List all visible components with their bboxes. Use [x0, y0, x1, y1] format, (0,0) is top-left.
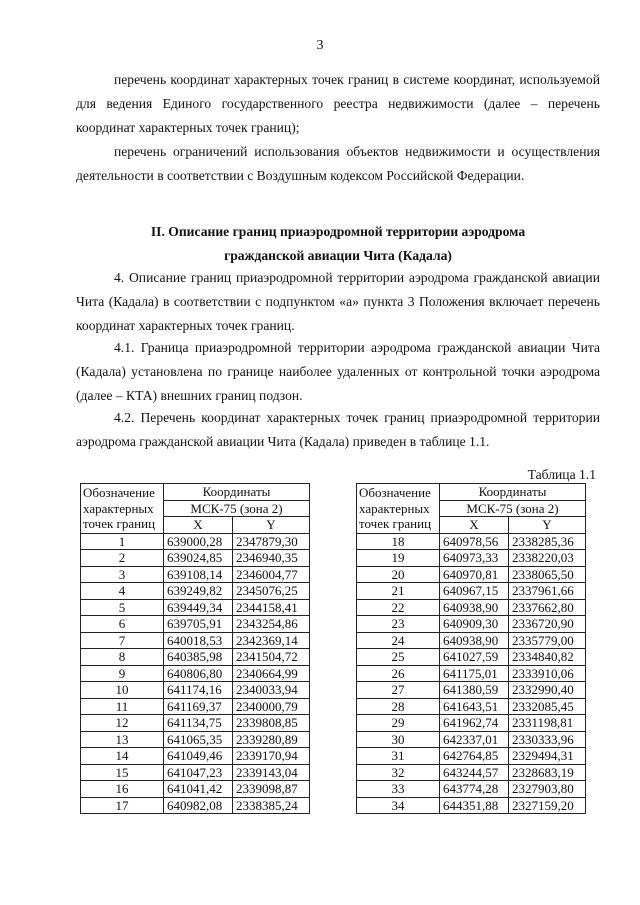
table-row	[81, 797, 310, 814]
table-row	[357, 599, 586, 616]
table-row	[357, 764, 586, 781]
coordinate-x-cell: 639449,34	[164, 599, 233, 616]
point-number-cell: 11	[81, 698, 164, 715]
table-row	[81, 748, 310, 765]
coordinate-x-cell: 641380,59	[440, 682, 509, 699]
table-row	[357, 566, 586, 583]
coordinate-x-cell: 639705,91	[164, 616, 233, 633]
section-heading-line2: гражданской авиации Чита (Кадала)	[224, 248, 452, 263]
coordinate-y-cell: 2344158,41	[233, 599, 310, 616]
point-number-cell: 9	[81, 665, 164, 682]
point-number-cell: 20	[357, 566, 440, 583]
coordinate-y-cell: 2338065,50	[509, 566, 586, 583]
point-number-cell: 15	[81, 764, 164, 781]
point-number-cell: 23	[357, 616, 440, 633]
point-number-cell: 31	[357, 748, 440, 765]
column-header-x: X	[440, 517, 509, 534]
point-number-cell: 4	[81, 583, 164, 600]
coordinate-x-cell: 641047,23	[164, 764, 233, 781]
point-number-cell: 21	[357, 583, 440, 600]
coordinate-x-cell: 639249,82	[164, 583, 233, 600]
point-number-cell: 2	[81, 550, 164, 567]
coordinate-x-cell: 641174,16	[164, 682, 233, 699]
coordinate-y-cell: 2327903,80	[509, 781, 586, 798]
table-row	[357, 583, 586, 600]
paragraph-4-2: 4.2. Перечень координат характерных точек границ приаэродромной территории аэродрома гражданской авиации Чита (Кадала) приведен в таблице 1.1.	[76, 410, 600, 449]
coordinate-x-cell: 643774,28	[440, 781, 509, 798]
point-number-cell: 13	[81, 731, 164, 748]
point-number-cell: 3	[81, 566, 164, 583]
table-row	[357, 649, 586, 666]
coordinate-x-cell: 640978,56	[440, 533, 509, 550]
coordinate-x-cell: 642764,85	[440, 748, 509, 765]
section-heading-line1: II. Описание границ приаэродромной территории аэродрома	[150, 224, 526, 239]
point-number-cell: 6	[81, 616, 164, 633]
column-header-y: Y	[233, 517, 310, 534]
coordinate-y-cell: 2332990,40	[509, 682, 586, 699]
coordinate-y-cell: 2328683,19	[509, 764, 586, 781]
coordinate-y-cell: 2333910,06	[509, 665, 586, 682]
table-row	[81, 698, 310, 715]
column-header-coordinate-system: МСК-75 (зона 2)	[440, 500, 586, 517]
coordinate-y-cell: 2345076,25	[233, 583, 310, 600]
coordinate-y-cell: 2338220,03	[509, 550, 586, 567]
coordinate-x-cell: 640909,30	[440, 616, 509, 633]
coordinate-x-cell: 640806,80	[164, 665, 233, 682]
point-number-cell: 25	[357, 649, 440, 666]
table-row	[81, 649, 310, 666]
coordinate-x-cell: 640970,81	[440, 566, 509, 583]
coordinate-y-cell: 2335779,00	[509, 632, 586, 649]
point-number-cell: 28	[357, 698, 440, 715]
table-row	[81, 731, 310, 748]
coordinate-x-cell: 640385,98	[164, 649, 233, 666]
coordinate-x-cell: 641962,74	[440, 715, 509, 732]
table-row	[81, 632, 310, 649]
coordinate-x-cell: 642337,01	[440, 731, 509, 748]
column-header-x: X	[164, 517, 233, 534]
coordinate-x-cell: 641643,51	[440, 698, 509, 715]
table-row	[81, 781, 310, 798]
coordinate-x-cell: 641065,35	[164, 731, 233, 748]
table-row	[81, 583, 310, 600]
coordinate-x-cell: 639024,85	[164, 550, 233, 567]
column-header-point-label: Обозначение характерных точек границ	[357, 484, 440, 534]
table-row	[357, 797, 586, 814]
coordinate-y-cell: 2337662,80	[509, 599, 586, 616]
coordinate-x-cell: 640938,90	[440, 599, 509, 616]
coordinate-x-cell: 643244,57	[440, 764, 509, 781]
table-row	[357, 616, 586, 633]
point-number-cell: 1	[81, 533, 164, 550]
paragraph-4-1: 4.1. Граница приаэродромной территории аэродрома гражданской авиации Чита (Кадала) установлена по границе наиболее удаленных от контрольной точки аэродрома (далее – КТА) внешних границ подзон.	[76, 340, 600, 403]
point-number-cell: 10	[81, 682, 164, 699]
coordinate-x-cell: 641175,01	[440, 665, 509, 682]
coordinate-y-cell: 2346940,35	[233, 550, 310, 567]
point-number-cell: 17	[81, 797, 164, 814]
coordinate-y-cell: 2347879,30	[233, 533, 310, 550]
coordinate-x-cell: 644351,88	[440, 797, 509, 814]
point-number-cell: 5	[81, 599, 164, 616]
table-row	[357, 533, 586, 550]
point-number-cell: 27	[357, 682, 440, 699]
coordinate-x-cell: 640982,08	[164, 797, 233, 814]
coordinate-x-cell: 640938,90	[440, 632, 509, 649]
coordinate-y-cell: 2339143,04	[233, 764, 310, 781]
table-row	[357, 698, 586, 715]
point-number-cell: 24	[357, 632, 440, 649]
point-number-cell: 32	[357, 764, 440, 781]
point-number-cell: 16	[81, 781, 164, 798]
coordinate-y-cell: 2327159,20	[509, 797, 586, 814]
point-number-cell: 30	[357, 731, 440, 748]
coordinate-y-cell: 2341504,72	[233, 649, 310, 666]
column-header-coordinates: Координаты	[164, 484, 310, 501]
table-row	[357, 632, 586, 649]
coordinate-y-cell: 2339808,85	[233, 715, 310, 732]
coordinate-y-cell: 2338385,24	[233, 797, 310, 814]
coordinate-x-cell: 639000,28	[164, 533, 233, 550]
table-caption: Таблица 1.1	[527, 467, 596, 482]
point-number-cell: 12	[81, 715, 164, 732]
column-header-coordinate-system: МСК-75 (зона 2)	[164, 500, 310, 517]
table-row	[81, 682, 310, 699]
table-row	[81, 665, 310, 682]
paragraph-coordinates-list: перечень координат характерных точек границ в системе координат, используемой для ведения Единого государственного реестра недвижимости (далее – перечень координат характерных точек границ);	[76, 72, 600, 135]
table-row	[81, 616, 310, 633]
point-number-cell: 19	[357, 550, 440, 567]
coordinates-table-right	[356, 483, 586, 814]
coordinate-x-cell: 639108,14	[164, 566, 233, 583]
paragraph-restrictions-list: перечень ограничений использования объектов недвижимости и осуществления деятельности в соответствии с Воздушным кодексом Российской Федерации.	[76, 144, 600, 183]
coordinate-x-cell: 641134,75	[164, 715, 233, 732]
coordinate-y-cell: 2329494,31	[509, 748, 586, 765]
point-number-cell: 8	[81, 649, 164, 666]
table-row	[81, 599, 310, 616]
point-number-cell: 22	[357, 599, 440, 616]
table-row	[81, 764, 310, 781]
coordinate-y-cell: 2339098,87	[233, 781, 310, 798]
coordinate-y-cell: 2330333,96	[509, 731, 586, 748]
coordinate-y-cell: 2340000,79	[233, 698, 310, 715]
coordinate-x-cell: 641041,42	[164, 781, 233, 798]
coordinate-y-cell: 2343254,86	[233, 616, 310, 633]
column-header-coordinates: Координаты	[440, 484, 586, 501]
column-header-y: Y	[509, 517, 586, 534]
coordinate-y-cell: 2342369,14	[233, 632, 310, 649]
table-row	[357, 748, 586, 765]
point-number-cell: 7	[81, 632, 164, 649]
coordinate-y-cell: 2332085,45	[509, 698, 586, 715]
table-row	[357, 781, 586, 798]
coordinate-y-cell: 2339280,89	[233, 731, 310, 748]
coordinate-x-cell: 641027,59	[440, 649, 509, 666]
coordinate-x-cell: 641169,37	[164, 698, 233, 715]
table-row	[357, 682, 586, 699]
column-header-point-label: Обозначение характерных точек границ	[81, 484, 164, 534]
table-row	[81, 566, 310, 583]
point-number-cell: 18	[357, 533, 440, 550]
point-number-cell: 26	[357, 665, 440, 682]
table-row	[357, 731, 586, 748]
table-row	[357, 550, 586, 567]
coordinate-y-cell: 2340664,99	[233, 665, 310, 682]
paragraph-4: 4. Описание границ приаэродромной территории аэродрома гражданской авиации Чита (Кадала) в соответствии с подпунктом «а» пункта 3 Положения включает перечень координат характерных точек границ.	[76, 270, 600, 333]
table-row	[357, 665, 586, 682]
point-number-cell: 33	[357, 781, 440, 798]
coordinate-y-cell: 2336720,90	[509, 616, 586, 633]
coordinate-y-cell: 2339170,94	[233, 748, 310, 765]
coordinate-y-cell: 2334840,82	[509, 649, 586, 666]
table-row	[81, 715, 310, 732]
coordinate-y-cell: 2340033,94	[233, 682, 310, 699]
coordinate-y-cell: 2338285,36	[509, 533, 586, 550]
point-number-cell: 34	[357, 797, 440, 814]
coordinate-x-cell: 641049,46	[164, 748, 233, 765]
coordinates-table-left	[80, 483, 310, 814]
coordinate-x-cell: 640973,33	[440, 550, 509, 567]
point-number-cell: 29	[357, 715, 440, 732]
point-number-cell: 14	[81, 748, 164, 765]
coordinate-y-cell: 2346004,77	[233, 566, 310, 583]
coordinate-y-cell: 2337961,66	[509, 583, 586, 600]
table-row	[81, 550, 310, 567]
page-number: 3	[316, 38, 324, 53]
coordinate-x-cell: 640967,15	[440, 583, 509, 600]
coordinate-y-cell: 2331198,81	[509, 715, 586, 732]
table-row	[81, 533, 310, 550]
table-row	[357, 715, 586, 732]
coordinate-x-cell: 640018,53	[164, 632, 233, 649]
